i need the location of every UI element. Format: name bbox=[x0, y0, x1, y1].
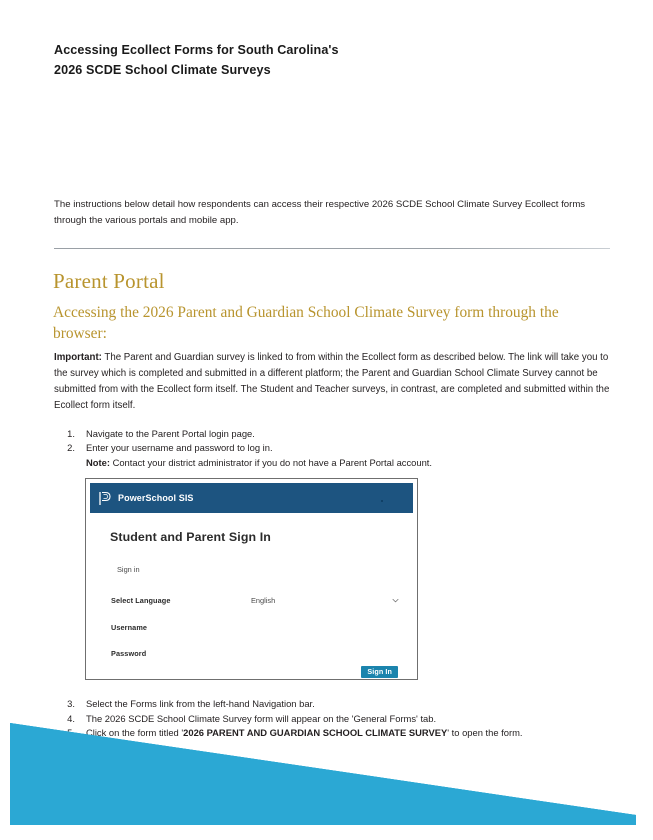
list-item bbox=[62, 427, 610, 441]
step-text: Navigate to the Parent Portal login page. bbox=[86, 428, 255, 439]
form-title-emphasis: 2026 PARENT AND GUARDIAN SCHOOL CLIMATE SURVEY bbox=[183, 727, 448, 739]
username-row[interactable] bbox=[111, 623, 399, 638]
step-text-before: Click on the form titled ' bbox=[86, 727, 184, 739]
section-subheading: Accessing the 2026 Parent and Guardian School Climate Survey form through the browser: bbox=[53, 304, 559, 342]
important-paragraph bbox=[54, 350, 610, 414]
important-text: The Parent and Guardian survey is linked to from within the Ecollect form as described below. The link will take you to the survey which is completed and submitted in a different platform; the Parent and Guardian School Climate Survey cannot be submitted from with the Ecollect form itself. The Student and Teacher surveys, in contrast, are completed and submitted within the Ecollect form itself. bbox=[54, 352, 610, 411]
sign-in-button[interactable]: Sign In bbox=[361, 666, 398, 678]
step-text: The 2026 SCDE School Climate Survey form will appear on the 'General Forms' tab. bbox=[86, 712, 437, 724]
page-title-line-1: Accessing Ecollect Forms for South Carolina's bbox=[54, 43, 339, 57]
powerschool-brand-label: PowerSchool SIS bbox=[118, 493, 194, 503]
horizontal-divider bbox=[54, 248, 610, 249]
screenshot-content bbox=[90, 483, 413, 675]
intro-paragraph: The instructions below detail how respondents can access their respective 2026 SCDE School Climate Survey Ecollect forms through the various portals and mobile app. bbox=[54, 199, 586, 226]
header-dot-icon bbox=[381, 500, 383, 502]
chevron-down-icon[interactable] bbox=[392, 598, 399, 603]
page-title bbox=[54, 41, 484, 80]
important-label: Important: bbox=[54, 352, 102, 363]
note-label: Note: bbox=[86, 456, 110, 468]
step-text: Enter your username and password to log in. bbox=[86, 442, 273, 454]
note-text: Contact your district administrator if you do not have a Parent Portal account. bbox=[109, 456, 433, 468]
step-number: 2. bbox=[67, 442, 75, 454]
step-number: 4. bbox=[67, 712, 75, 724]
username-label: Username bbox=[111, 623, 148, 632]
password-label: Password bbox=[111, 649, 147, 658]
steps-list-top bbox=[62, 427, 610, 470]
tab-sign-in[interactable]: Sign in bbox=[117, 565, 140, 574]
step-number: 3. bbox=[67, 698, 75, 709]
page-title-line-2: 2026 SCDE School Climate Surveys bbox=[54, 62, 271, 77]
list-item bbox=[62, 441, 610, 470]
step-text-after: ' to open the form. bbox=[447, 727, 523, 739]
step-text: Select the Forms link from the left-hand Navigation bar. bbox=[86, 698, 315, 709]
decorative-blue-wedge bbox=[0, 700, 653, 840]
select-language-row[interactable] bbox=[111, 596, 399, 611]
section-heading: Parent Portal bbox=[53, 269, 165, 293]
select-language-label: Select Language bbox=[111, 596, 171, 605]
powerschool-logo-icon bbox=[99, 491, 112, 506]
powerschool-header-bar bbox=[90, 483, 413, 513]
signin-page-title: Student and Parent Sign In bbox=[110, 530, 271, 544]
step-text-group bbox=[86, 441, 610, 470]
select-language-value: English bbox=[251, 596, 276, 605]
powerschool-signin-screenshot bbox=[85, 478, 418, 680]
step-note bbox=[86, 456, 610, 470]
step-number: 1. bbox=[67, 428, 75, 439]
password-row[interactable] bbox=[111, 649, 399, 664]
